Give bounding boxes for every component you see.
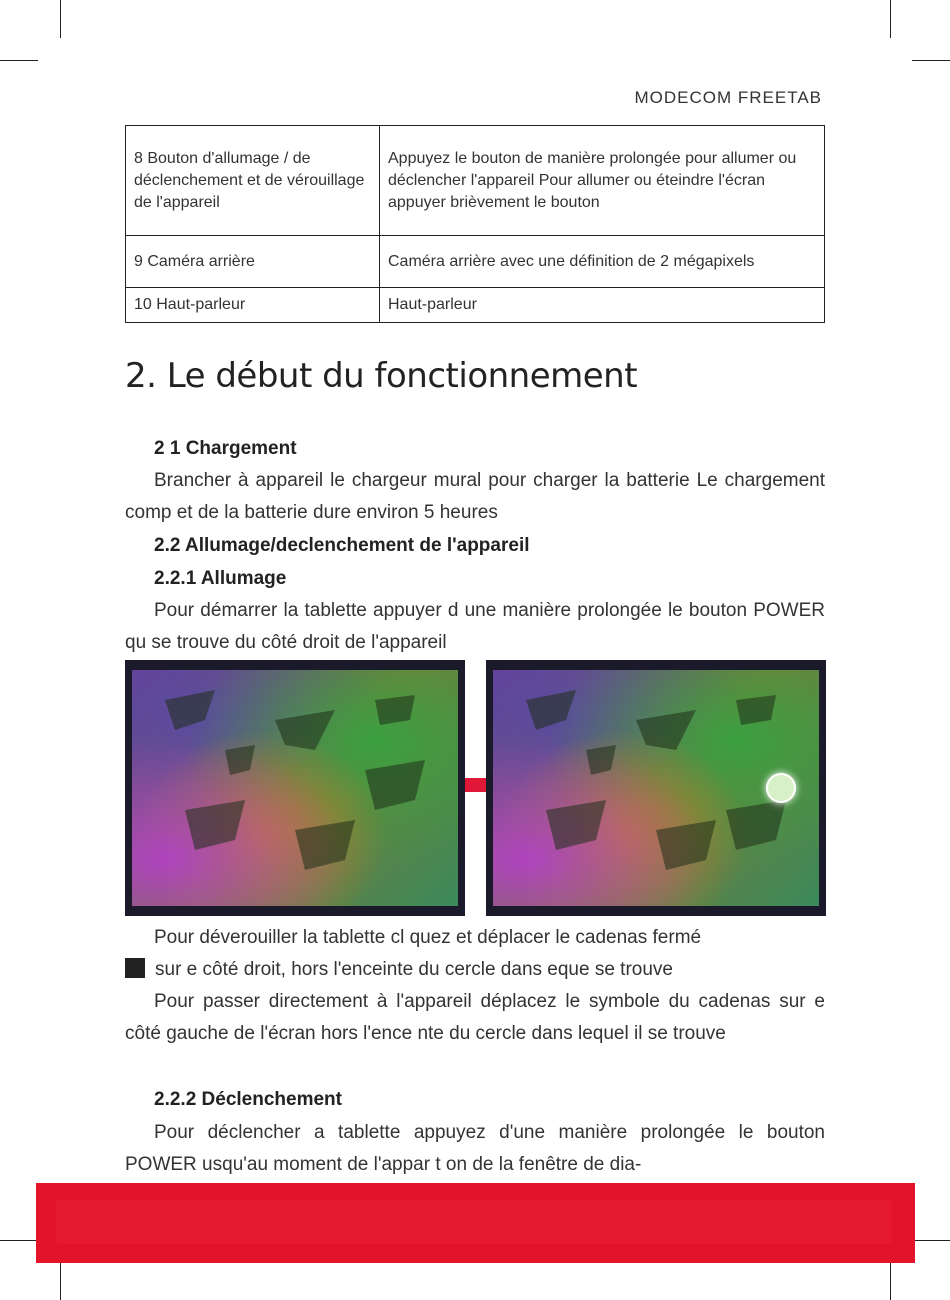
lock-icon: [766, 773, 796, 803]
spec-table: [125, 125, 825, 323]
crop-mark: [912, 60, 950, 61]
table-row: [126, 236, 825, 288]
wallpaper-pattern: [125, 660, 465, 916]
arrow-connector: [465, 778, 486, 792]
crop-mark: [912, 1240, 950, 1241]
crop-mark: [0, 1240, 38, 1241]
crop-mark: [890, 1262, 891, 1300]
table-cell-description: Haut-parleur: [380, 288, 825, 323]
section-title: 2. Le début du fonctionnement: [125, 356, 638, 396]
subheading-charging: 2 1 Chargement: [154, 438, 297, 459]
subheading-power: 2.2 Allumage/declenchement de l'appareil: [154, 535, 530, 556]
crop-mark: [60, 0, 61, 38]
footer-panel: [56, 1200, 892, 1244]
paragraph-unlock-continued: sur e côté droit, hors l'enceinte du cercle dans eque se trouve: [155, 959, 673, 980]
lock-icon: [125, 958, 145, 978]
table-cell-part: 8 Bouton d'allumage / de déclenchement et de vérouillage de l'appareil: [126, 126, 380, 236]
paragraph-power-on: Pour démarrer la tablette appuyer d une manière prolongée le bouton POWER qu se trouve du côté droit de l'appareil: [125, 600, 825, 653]
paragraph-charging: Brancher à appareil le chargeur mural pour charger la batterie Le chargement comp et de la batterie dure environ 5 heures: [125, 470, 825, 523]
subheading-power-off: 2.2.2 Déclenchement: [154, 1089, 342, 1110]
table-cell-description: Appuyez le bouton de manière prolongée pour allumer ou déclencher l'appareil Pour allumer ou éteindre l'écran appuyer brièvement le bouton: [380, 126, 825, 236]
crop-mark: [890, 0, 891, 38]
crop-mark: [0, 60, 38, 61]
table-cell-description: Caméra arrière avec une définition de 2 mégapixels: [380, 236, 825, 288]
subheading-power-on: 2.2.1 Allumage: [154, 568, 287, 589]
paragraph-unlock: Pour déverouiller la tablette cl quez et déplacer le cadenas fermé: [154, 927, 702, 948]
lockscreen-image-left: [125, 660, 465, 916]
table-cell-part: 9 Caméra arrière: [126, 236, 380, 288]
crop-mark: [60, 1262, 61, 1300]
table-row: [126, 288, 825, 323]
paragraph-direct: Pour passer directement à l'appareil déplacez le symbole du cadenas sur e côté gauche de l'écran hors l'ence nte du cercle dans lequel il se trouve: [125, 991, 825, 1044]
running-header: MODECOM FREETAB: [634, 88, 822, 107]
paragraph-power-off: Pour déclencher a tablette appuyez d'une manière prolongée le bouton POWER usqu'au moment de l'appar t on de la fenêtre de dia-: [125, 1122, 825, 1175]
table-row: [126, 126, 825, 236]
table-cell-part: 10 Haut-parleur: [126, 288, 380, 323]
